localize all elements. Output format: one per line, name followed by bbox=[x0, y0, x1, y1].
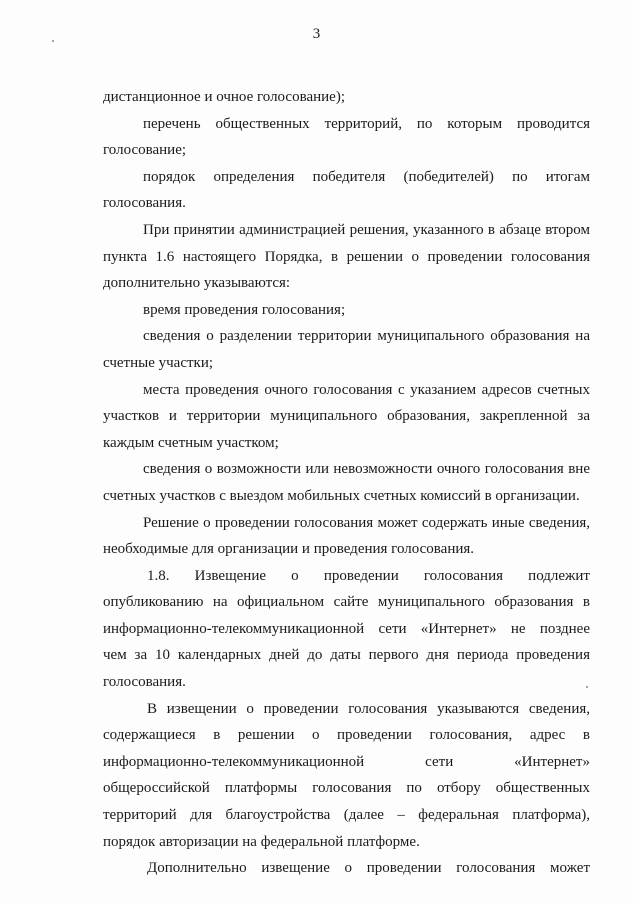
text-line: При принятии администрацией решения, указанного в абзаце втором bbox=[143, 221, 590, 238]
text-line: время проведения голосования; bbox=[143, 301, 346, 318]
text-line: каждым счетным участком; bbox=[103, 434, 279, 451]
text-line: участков и территории муниципального образования, закрепленной за bbox=[103, 408, 590, 425]
text-line: пункта 1.6 настоящего Порядка, в решении о проведении голосования bbox=[103, 248, 590, 265]
text-line: порядок авторизации на федеральной платформе. bbox=[103, 833, 420, 850]
text-line: необходимые для организации и проведения голосования. bbox=[103, 541, 475, 558]
text-line: информационно-телекоммуникационной сети «Интернет» bbox=[103, 753, 590, 770]
text-line: содержащиеся в решении о проведении голосования, адрес в bbox=[103, 727, 590, 744]
text-line: Дополнительно извещение о проведении голосования может bbox=[147, 860, 590, 877]
text-line: сведения о разделении территории муниципального образования на bbox=[143, 328, 590, 345]
section-heading-line: 1.8. Извещение о проведении голосования подлежит bbox=[147, 567, 590, 584]
text-line: территорий для благоустройства (далее – федеральная платформа), bbox=[103, 807, 590, 824]
text-line: голосования. bbox=[103, 674, 186, 691]
text-line: дополнительно указываются: bbox=[103, 275, 291, 292]
text-line: В извещении о проведении голосования указываются сведения, bbox=[147, 700, 590, 717]
text-line: сведения о возможности или невозможности очного голосования вне bbox=[143, 461, 590, 478]
text-line: голосования. bbox=[103, 195, 186, 212]
text-line: голосование; bbox=[103, 142, 187, 159]
text-line: чем за 10 календарных дней до даты первого дня периода проведения bbox=[103, 647, 590, 664]
page-number: 3 bbox=[312, 26, 321, 42]
text-line: места проведения очного голосования с указанием адресов счетных bbox=[143, 381, 590, 398]
text-line: счетные участки; bbox=[103, 354, 214, 371]
text-line: дистанционное и очное голосование); bbox=[103, 89, 346, 105]
text-line: общероссийской платформы голосования по отбору общественных bbox=[103, 780, 590, 797]
text-line: перечень общественных территорий, по которым проводится bbox=[143, 115, 590, 132]
text-line: порядок определения победителя (победителей) по итогам bbox=[143, 168, 590, 185]
text-line: информационно-телекоммуникационной сети «Интернет» не позднее bbox=[103, 620, 590, 637]
document-body bbox=[103, 84, 590, 882]
text-line: опубликованию на официальном сайте муниципального образования в bbox=[103, 594, 590, 611]
text-line: Решение о проведении голосования может содержать иные сведения, bbox=[143, 514, 590, 531]
text-line: счетных участков с выездом мобильных счетных комиссий в организации. bbox=[103, 487, 580, 504]
